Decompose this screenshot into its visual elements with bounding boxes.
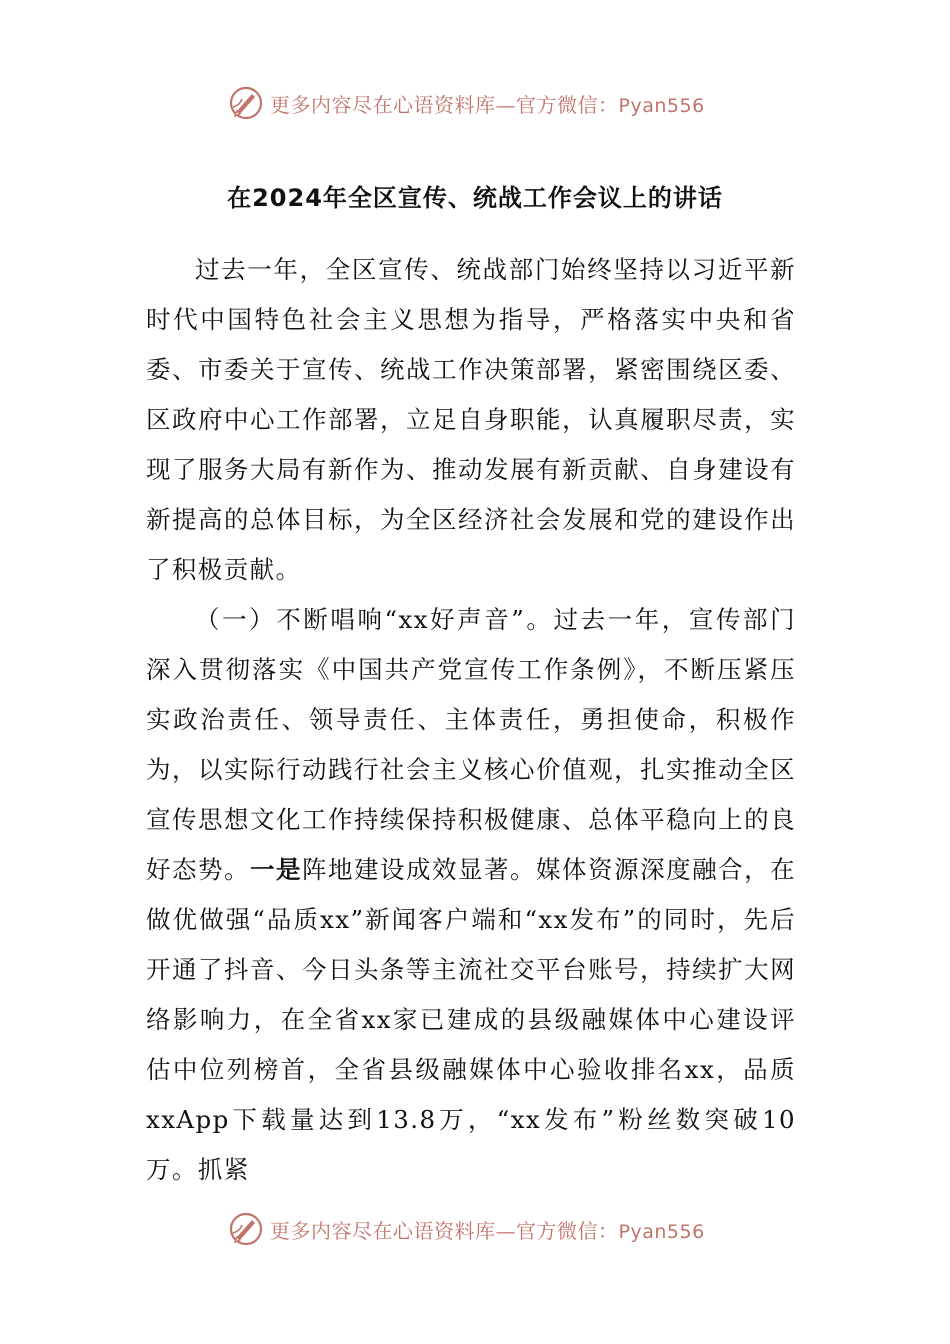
paragraph-section-one-rest: 阵地建设成效显著。媒体资源深度融合，在做优做强“品质xx”新闻客户端和“xx发布”的同时，先后开通了抖音、今日头条等主流社交平台账号，持续扩大网络影响力，在全省xx家已建成的县级融媒体中心建设评估中位列榜首，全省县级融媒体中心验收排名xx，品质xxApp下载量达到13.8万，“xx发布”粉丝数突破10万。抓紧 bbox=[146, 855, 796, 1184]
watermark-text: 更多内容尽在心语资料库—官方微信：Pyan556 bbox=[270, 92, 705, 117]
document-body bbox=[146, 245, 796, 1195]
pen-logo-icon bbox=[228, 1211, 264, 1247]
bold-marker-yishi: 一是 bbox=[250, 855, 303, 884]
paragraph-section-one-lead: （一）不断唱响“xx好声音”。过去一年，宣传部门深入贯彻落实《中国共产党宣传工作条例》，不断压紧压实政治责任、领导责任、主体责任，勇担使命，积极作为，以实际行动践行社会主义核心价值观，扎实推动全区宣传思想文化工作持续保持积极健康、总体平稳向上的良好态势。 bbox=[146, 605, 796, 884]
wechat-id: Pyan556 bbox=[618, 94, 705, 117]
watermark-text: 更多内容尽在心语资料库—官方微信：Pyan556 bbox=[270, 1218, 705, 1243]
pen-logo-icon bbox=[228, 85, 264, 121]
watermark-banner-bottom bbox=[228, 1209, 748, 1249]
paragraph-intro: 过去一年，全区宣传、统战部门始终坚持以习近平新时代中国特色社会主义思想为指导，严格落实中央和省委、市委关于宣传、统战工作决策部署，紧密围绕区委、区政府中心工作部署，立足自身职能，认真履职尽责，实现了服务大局有新作为、推动发展有新贡献、自身建设有新提高的总体目标，为全区经济社会发展和党的建设作出了积极贡献。 bbox=[146, 255, 796, 584]
page-title: 在2024年全区宣传、统战工作会议上的讲话 bbox=[227, 184, 723, 212]
paragraph-section-one bbox=[146, 595, 796, 1195]
wechat-id: Pyan556 bbox=[618, 1220, 705, 1243]
watermark-banner-top bbox=[228, 83, 748, 123]
